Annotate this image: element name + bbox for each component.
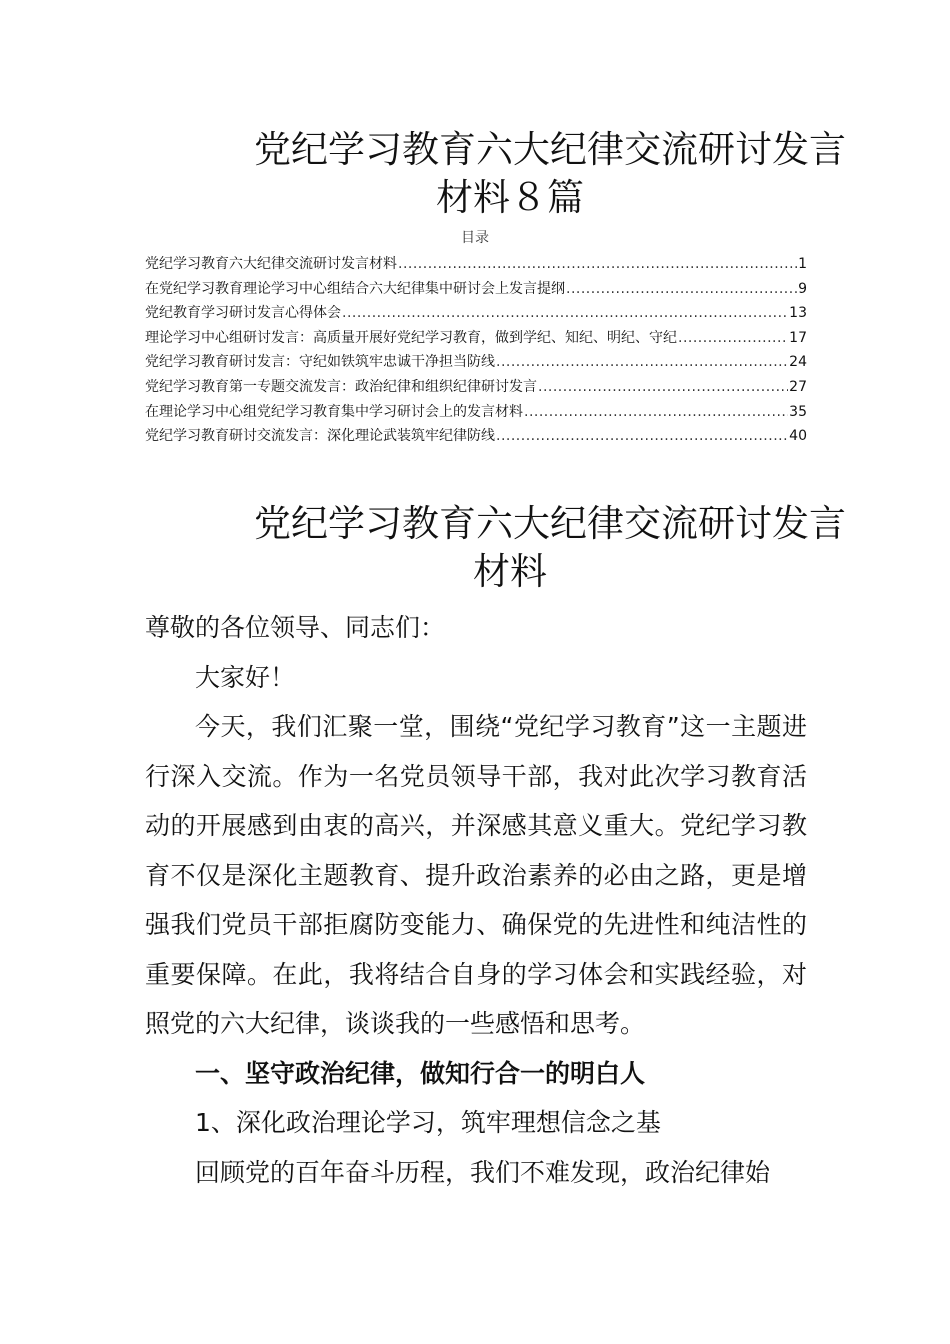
document-title xyxy=(145,126,875,222)
section-heading: 一、坚守政治纪律，做知行合一的明白人 xyxy=(195,1058,646,1088)
article-title xyxy=(145,500,875,596)
toc-entry-title: 党纪学习教育六大纪律交流研讨发言材料 xyxy=(145,256,397,272)
toc-leader-dots xyxy=(538,375,788,400)
toc-entry-page: 1 xyxy=(798,256,807,272)
toc-entry[interactable] xyxy=(145,301,807,326)
toc-leader-dots xyxy=(524,400,788,425)
toc-entry-title: 理论学习中心组研讨发言：高质量开展好党纪学习教育，做到学纪、知纪、明纪、守纪 xyxy=(145,329,677,346)
toc-entry[interactable] xyxy=(145,400,807,425)
toc-leader-dots xyxy=(496,424,788,449)
document-title-line-2: 材料８篇 xyxy=(436,176,584,219)
toc-entry-title: 党纪学习教育第一专题交流发言：政治纪律和组织纪律研讨发言 xyxy=(145,378,537,395)
toc-entry-title: 党纪学习教育研讨发言：守纪如铁筑牢忠诚干净担当防线 xyxy=(145,354,495,371)
salutation: 尊敬的各位领导、同志们： xyxy=(145,613,446,642)
toc-entry[interactable] xyxy=(145,375,807,400)
toc-entry-page: 27 xyxy=(789,378,807,395)
toc-entry-page: 9 xyxy=(798,280,807,297)
article-title-line-2: 材料 xyxy=(473,550,547,593)
toc-entry[interactable] xyxy=(145,252,807,277)
toc-entry-title: 在党纪学习教育理论学习中心组结合六大纪律集中研讨会上发言提纲 xyxy=(145,280,565,297)
intro-paragraph: 今天，我们汇聚一堂，围绕“党纪学习教育”这一主题进行深入交流。作为一名党员领导干部，我对此次学习教育活动的开展感到由衷的高兴，并深感其意义重大。党纪学习教育不仅是深化主题教育、提升政治素养的必由之路，更是增强我们党员干部拒腐防变能力、确保党的先进性和纯洁性的重要保障。在此，我将结合自身的学习体会和实践经验，对照党的六大纪律，谈谈我的一些感悟和思考。 xyxy=(145,712,807,1038)
toc-leader-dots xyxy=(566,277,797,302)
toc-entry[interactable] xyxy=(145,350,807,375)
toc-entry[interactable] xyxy=(145,277,807,302)
toc-entry-page: 24 xyxy=(789,354,807,371)
toc-entry-page: 17 xyxy=(789,329,807,346)
greeting: 大家好！ xyxy=(195,662,296,692)
toc-entry-title: 党纪学习教育研讨交流发言：深化理论武装筑牢纪律防线 xyxy=(145,428,495,445)
body-paragraph: 回顾党的百年奋斗历程，我们不难发现，政治纪律始 xyxy=(195,1157,771,1187)
toc-leader-dots xyxy=(342,301,788,326)
toc-entry-page: 13 xyxy=(789,305,807,322)
toc-leader-dots xyxy=(496,350,788,375)
toc-entry-page: 35 xyxy=(789,403,807,420)
subsection-heading: 1、深化政治理论学习，筑牢理想信念之基 xyxy=(195,1108,661,1137)
toc-heading: 目录 xyxy=(461,230,489,246)
document-title-line-1: 党纪学习教育六大纪律交流研讨发言 xyxy=(254,128,846,171)
toc-entry[interactable] xyxy=(145,326,807,351)
table-of-contents xyxy=(145,252,807,449)
toc-leader-dots xyxy=(678,326,788,351)
toc-entry[interactable] xyxy=(145,424,807,449)
article-title-line-1: 党纪学习教育六大纪律交流研讨发言 xyxy=(254,502,846,545)
article-body xyxy=(145,603,807,1197)
toc-entry-title: 党纪教育学习研讨发言心得体会 xyxy=(145,305,341,322)
toc-entry-title: 在理论学习中心组党纪学习教育集中学习研讨会上的发言材料 xyxy=(145,403,523,420)
toc-entry-page: 40 xyxy=(789,428,807,445)
toc-leader-dots xyxy=(398,252,797,277)
